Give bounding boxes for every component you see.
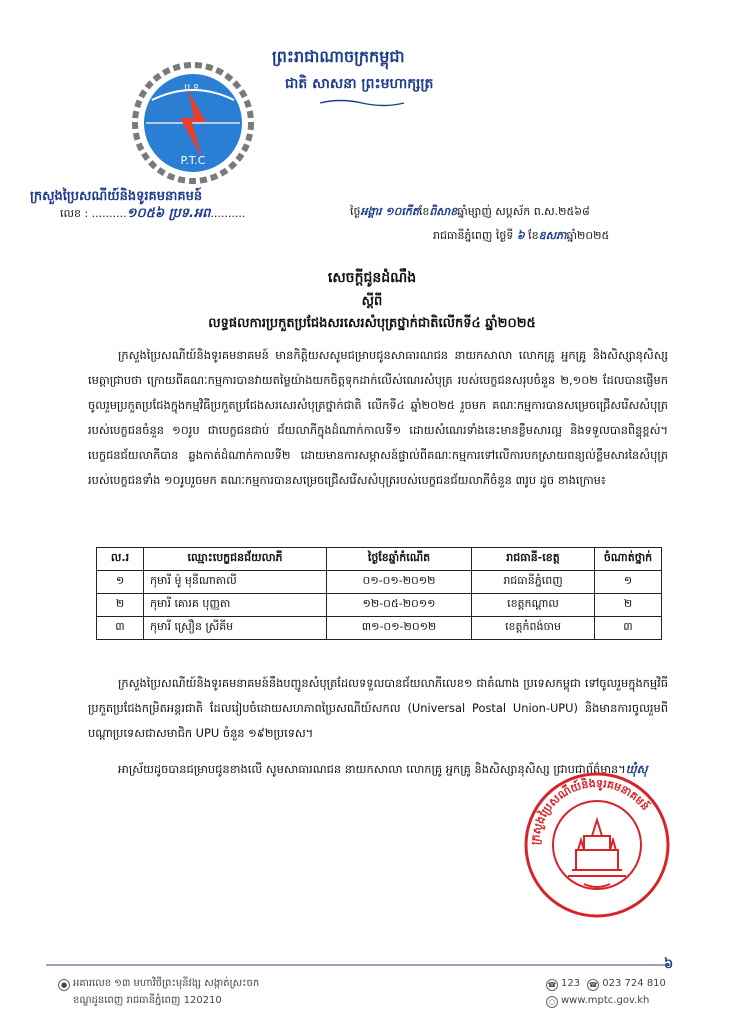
ministry-name: ក្រសួងប្រៃសណីយ៍និងទូរគមនាគមន៍: [30, 189, 203, 204]
seal-text: ក្រសួងប្រៃសណីយ៍និងទូរគមនាគមន៍: [528, 776, 652, 846]
notice-subject: លទ្ធផលការប្រកួតប្រជែងសរសេរសំបុត្រថ្នាក់ជាតិលើកទី៤ ឆ្នាំ២០២៥: [208, 316, 536, 331]
footer-contact: [546, 975, 666, 1009]
cell-rank: ១: [595, 571, 662, 594]
body-paragraph-2: [88, 671, 668, 746]
winners-table: [96, 547, 662, 640]
logo-abbrev-bottom: P.T.C: [180, 154, 206, 167]
initials-mark: ឃុំសុ: [625, 762, 648, 776]
cell-birthdate: ១២-០៥-២០១១: [327, 594, 472, 617]
cell-rank: ៣: [595, 617, 662, 640]
reference-dots-trail: ..........: [210, 207, 246, 220]
table-row: [97, 594, 662, 617]
reference-number: ១០៥៦ ប្រទ.អព: [126, 206, 211, 221]
col-header-number: ល.រ: [97, 548, 144, 571]
phone-number: 023 724 810: [602, 978, 666, 989]
solar-date: [433, 229, 609, 245]
cell-province: ខេត្តកំពង់ចាម: [472, 617, 595, 640]
solar-date-year: ឆ្នាំ២០២៥: [566, 229, 610, 242]
cell-province: រាជធានីភ្នំពេញ: [472, 571, 595, 594]
body-paragraph-1-text: ក្រសួងប្រៃសណីយ៍និងទូរគមនាគមន៍ មានកិត្តិយសសូមជម្រាបជូនសាធារណជន នាយកសាលា លោកគ្រូ អ្នកគ្រូ និងសិស្សានុសិស្ស មេត្តាជ្រាបថា ក្រោយពីគណៈកម្មការបានវាយតម្លៃយ៉ាងយកចិត្តទុកដាក់លើស់ណេរសំបុត្រ របស់បេក្ខជនសរុបចំនួន ២,១០២ ដែលបានផ្ញើមកចូលរួមប្រកួតប្រជែងក្នុងកម្មវិធីប្រកួតប្រជែងសរសេរសំបុត្រថ្នាក់ជាតិ លើកទី៤ ឆ្នាំ២០២៥ រួចមក គណៈកម្មការបានសម្រេចជ្រើសរើសសំបុត្ររបស់បេក្ខជនចំនួន ១០រូប ជាបេក្ខជនជាប់ ជ័យលាភីក្នុងដំណាក់កាលទី១ ដោយសំណេរទាំងនេះមានខ្លឹមសារល្អ និងទទួលបានពិន្ទុខ្ពស់។ បេក្ខជនជ័យលាភីបាន ឆ្លងកាត់ដំណាក់កាលទី២ ដោយមានការសម្ភាសន៍ផ្ទាល់ពីគណៈកម្មការទៅលើការបកស្រាយពន្យល់ខ្លឹមសារនៃសំបុត្រ របស់បេក្ខជនទាំង ១០រូបរួចមក គណៈកម្មការបានសម្រេចជ្រើសរើសសំបុត្ររបស់បេក្ខជនជ័យលាភីចំនួន ៣រូប ដូច ខាងក្រោម៖: [88, 348, 668, 487]
solar-date-month-label: ខែ: [528, 229, 539, 242]
globe-icon: ○: [546, 996, 558, 1008]
motto-ornament: [318, 98, 406, 108]
cell-number: ៣: [97, 617, 144, 640]
notice-subject-label: ស្តីពី: [361, 294, 383, 309]
lunar-date-month-label: ខែ: [418, 205, 430, 218]
official-seal: [522, 770, 672, 920]
solar-date-month: ឧសភា: [538, 229, 567, 242]
cell-rank: ២: [595, 594, 662, 617]
cell-number: ១: [97, 571, 144, 594]
reference-dots: ..........: [91, 207, 127, 220]
cell-name: កុមារី ស្រឿន ស្រីគីម: [144, 617, 327, 640]
logo-abbrev-top: ប.ទ.: [184, 83, 202, 93]
address-line-2: ខណ្ឌដូនពេញ រាជធានីភ្នំពេញ 120210: [73, 995, 222, 1006]
col-header-name: ឈ្មោះបេក្ខជនជ័យលាភី: [144, 548, 327, 571]
body-paragraph-3-text: អាស្រ័យដូចបានជម្រាបជូនខាងលើ សូមសាធារណជន នាយកសាលា លោកគ្រូ អ្នកគ្រូ និងសិស្សានុសិស្ស ជ្រាបជាព័ត៌មាន។: [118, 762, 626, 776]
lunar-date-prefix: ថ្ងៃ: [350, 205, 361, 218]
lunar-date-month: ពិសាខ: [429, 205, 458, 218]
notice-title: សេចក្តីជូនដំណឹង: [327, 270, 417, 286]
hotline-number: 123: [561, 978, 581, 989]
lunar-date-suffix: ឆ្នាំម្សាញ់ សប្តស័ក ព.ស.២៥៦៨: [457, 205, 590, 218]
table-header-row: [97, 548, 662, 571]
body-paragraph-1: [88, 343, 668, 493]
cell-name: កុមារី ម៉ូ មុនីណាតាលី: [144, 571, 327, 594]
col-header-province: រាជធានី-ខេត្ត: [472, 548, 595, 571]
location-pin-icon: ●: [58, 979, 70, 991]
lunar-date-day: អង្គារ ១០កើត: [360, 205, 419, 218]
table-row: [97, 571, 662, 594]
phone-icon: ☎: [588, 981, 598, 989]
footer-address: [58, 975, 259, 1009]
cell-number: ២: [97, 594, 144, 617]
page-number: ៦: [664, 957, 674, 972]
ministry-logo: [130, 60, 256, 186]
address-line-1: អគារលេខ ១៣ មហាវិថីព្រះមុនីវង្ស សង្កាត់ស្រះចក: [73, 978, 260, 989]
reference-label: លេខ :: [60, 207, 89, 220]
solar-date-day: ៦: [516, 229, 525, 242]
col-header-rank: ចំណាត់ថ្នាក់: [595, 548, 662, 571]
website-link[interactable]: www.mptc.gov.kh: [561, 995, 650, 1006]
kingdom-title: ព្រះរាជាណាចក្រកម្ពុជា: [272, 47, 405, 66]
cell-name: កុមារី គោរគ បុញ្ញតា: [144, 594, 327, 617]
col-header-birthdate: ថ្ងៃខែឆ្នាំកំណើត: [327, 548, 472, 571]
cell-birthdate: ០១-០១-២០១២: [327, 571, 472, 594]
body-paragraph-2-text: ក្រសួងប្រៃសណីយ៍និងទូរគមនាគមន៍នឹងបញ្ជូនសំបុត្រដែលទទួលបានជ័យលាភីលេខ១ ជាតំណាង ប្រទេសកម្ពុជា ទៅចូលរួមក្នុងកម្មវិធីប្រកួតប្រជែងកម្រិតអន្តរជាតិ ដែលរៀបចំដោយសហភាពប្រៃសណីយ៍សកល (Universal Postal Union-UPU) និងមានការចូលរួមពីបណ្តាប្រទេសជាសមាជិក UPU ចំនួន ១៩២ប្រទេស។: [88, 676, 668, 740]
solar-date-prefix: រាជធានីភ្នំពេញ ថ្ងៃទី: [433, 229, 514, 242]
reference-line: [60, 205, 245, 224]
table-row: [97, 617, 662, 640]
cell-birthdate: ៣១-០១-២០១២: [327, 617, 472, 640]
lunar-date: [350, 205, 590, 221]
national-motto: ជាតិ សាសនា ព្រះមហាក្សត្រ: [285, 76, 434, 92]
hotline-icon: ☎: [547, 981, 557, 989]
footer-divider: [46, 964, 666, 966]
cell-province: ខេត្តកណ្តាល: [472, 594, 595, 617]
